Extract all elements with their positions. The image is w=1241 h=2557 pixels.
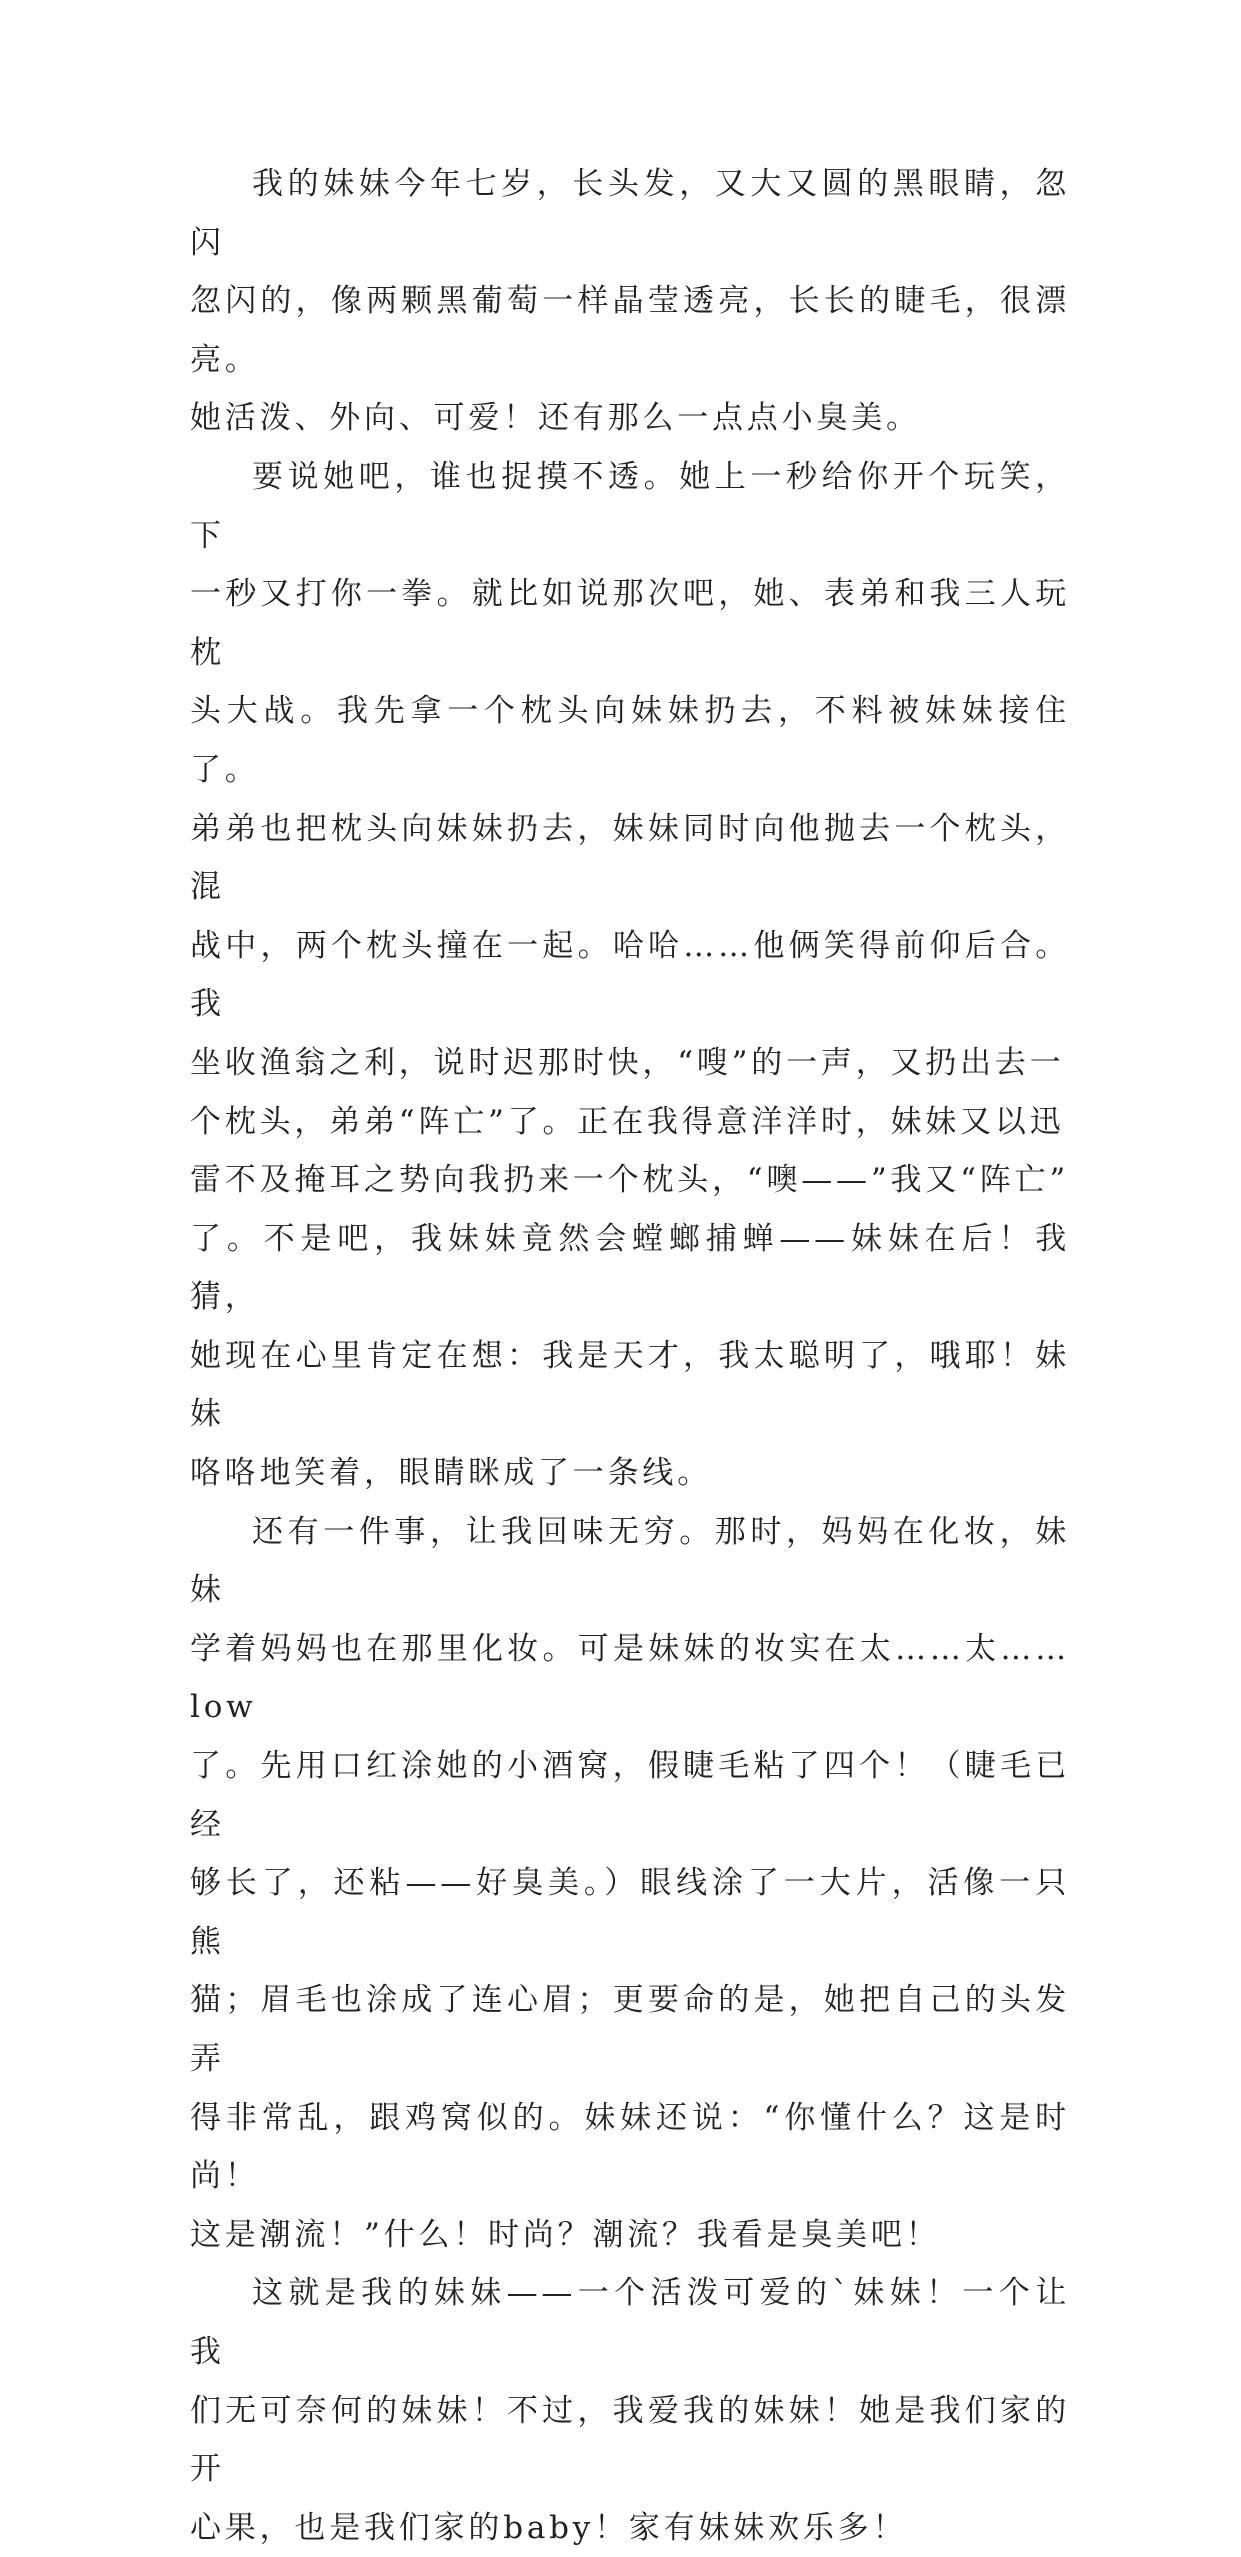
paragraph-1: 我的妹妹今年七岁，长头发，又大又圆的黑眼睛，忽闪 忽闪的，像两颗黑葡萄一样晶莹透亮，长长的睫毛，很漂亮。 她活泼、外向、可爱！还有那么一点点小臭美。 <box>190 166 1070 437</box>
paragraph-2: 要说她吧，谁也捉摸不透。她上一秒给你开个玩笑，下 一秒又打你一拳。就比如说那次吧，她、表弟和我三人玩枕 头大战。我先拿一个枕头向妹妹扔去，不料被妹妹接住了。 弟弟也把枕头向妹妹扔去，妹妹同时向他抛去一个枕头，混 战中，两个枕头撞在一起。哈哈……他俩笑得前仰后合。我 坐收渔翁之利，说时迟那时快，“嗖”的一声，又扔出去一 个枕头，弟弟“阵亡”了。正在我得意洋洋时，妹妹又以迅 雷不及掩耳之势向我扔来一个枕头，“噢——”我又“阵亡” 了。不是吧，我妹妹竟然会螳螂捕蝉——妹妹在后！我猜， 她现在心里肯定在想：我是天才，我太聪明了，哦耶！妹妹 咯咯地笑着，眼睛眯成了一条线。 <box>190 458 1070 1492</box>
essay-body <box>190 155 1070 2557</box>
paragraph-4: 这就是我的妹妹——一个活泼可爱的`妹妹！一个让我 们无可奈何的妹妹！不过，我爱我的妹妹！她是我们家的开 心果，也是我们家的baby！家有妹妹欢乐多！ <box>190 2275 1070 2546</box>
paragraph-3: 还有一件事，让我回味无穷。那时，妈妈在化妆，妹妹 学着妈妈也在那里化妆。可是妹妹的妆实在太……太……low 了。先用口红涂她的小酒窝，假睫毛粘了四个！（睫毛已经 够长了，还粘——好臭美。）眼线涂了一大片，活像一只熊 猫；眉毛也涂成了连心眉；更要命的是，她把自己的头发弄 得非常乱，跟鸡窝似的。妹妹还说：“你懂什么？这是时尚！ 这是潮流！”什么！时尚？潮流？我看是臭美吧！ <box>190 1513 1070 2253</box>
